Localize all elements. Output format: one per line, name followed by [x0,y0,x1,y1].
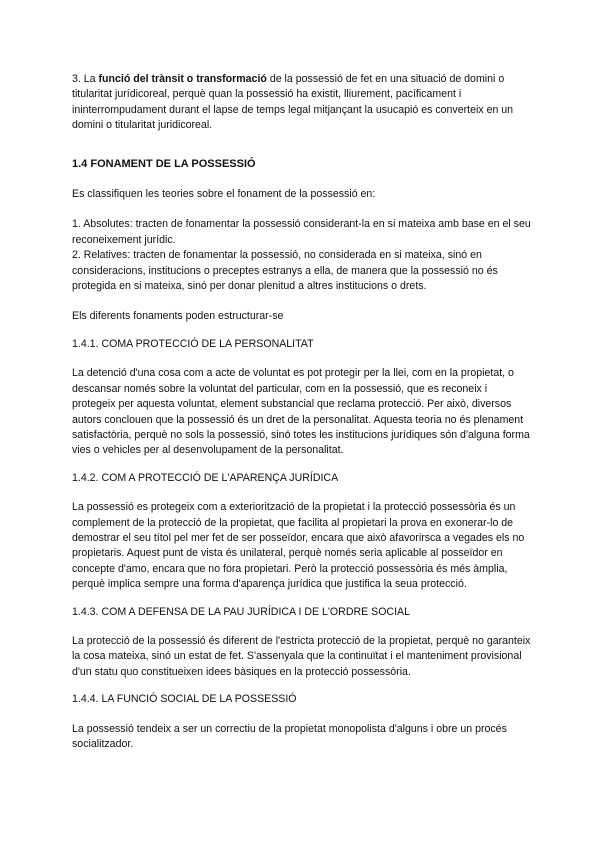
subsection-heading: 1.4.2. COM A PROTECCIÓ DE L'APARENÇA JURÍDICA [72,471,339,484]
subsection-heading: 1.4.3. COM A DEFENSA DE LA PAU JURÍDICA I DE L'ORDRE SOCIAL [72,605,410,618]
intro-paragraph [72,72,532,134]
subsection-heading: 1.4.1. COMA PROTECCIÓ DE LA PERSONALITAT [72,337,314,350]
section-heading: 1.4 FONAMENT DE LA POSSESSIÓ [72,157,256,170]
document-page [72,72,532,752]
section-note: Els diferents fonaments poden estructurar-se [72,310,284,323]
section-item-absolutes: 1. Absolutes: tracten de fonamentar la possessió considerant-la en si mateixa amb base en el seu reconeixement jurídic. [72,218,531,246]
subsection-body: La possessió tendeix a ser un correctiu de la propietat monopolista d'alguns i obre un procés socialitzador. [72,722,507,750]
subsection-body: La detenció d'una cosa com a acte de voluntat es pot protegir per la llei, com en la propietat, o descansar només sobre la voluntat del particular, com en la possessió, que es reconeix i protegeix per aquesta voluntat, element substancial que reclama protecció. Per això, diversos autors conclouen que la possessió és un dret de la personalitat. Aquesta teoria no és plenament satisfactòria, perquè no sols la possessió, sinó totes les institucions jurídiques són d'alguna forma vies o vehicles per al desenvolupament de la personalitat. [72,367,530,457]
intro-rest: de la possessió de fet en una situació de domini o titularitat jurídicoreal, perquè quan la possessió ha existit, lliurement, pacíficament i ininterrompudament durant el lapse de temps legal mitjançant la usucapió es converteix en un domini o titularitat juridicoreal. [72,73,514,132]
subsection-body: La protecció de la possessió és diferent de l'estricta protecció de la propietat, perquè no garanteix la cosa mateixa, sinó un estat de fet. S'assenyala que la continuïtat i el manteniment provisional d'un statu quo constitueixen idees bàsiques en la protecció possessòria. [72,634,531,678]
intro-bold-term: funció del trànsit o transformació [98,73,267,85]
subsection-heading: 1.4.4. LA FUNCIÓ SOCIAL DE LA POSSESSIÓ [72,693,297,706]
section-lead: Es classifiquen les teories sobre el fonament de la possessió en: [72,188,376,201]
intro-prefix: 3. La [72,73,99,85]
subsection-body: La possessió es protegeix com a exteriorització de la propietat i la protecció possessòria és un complement de la protecció de la propietat, que facilita al propietari la prova en exonerar-lo de demostrar el seu títol pel mer fet de ser posseïdor, encara que això afavorirsca a vegades els no propietaris. Aquest punt de vista és unilateral, perquè només seria aplicable al posseïdor en concepte d'amo, encara que no fora propietari. Però la protecció possessòria és més àmplia, perquè implica sempre una forma d'aparença jurídica que justifica la seua protecció. [72,501,525,591]
section-item-relatives: 2. Relatives: tracten de fonamentar la possessió, no considerada en si mateixa, sinó en consideracions, institucions o preceptes estranys a ella, de manera que la possessió no és protegida en si mateixa, sinó per donar plenitud a altres institucions o drets. [72,249,498,293]
